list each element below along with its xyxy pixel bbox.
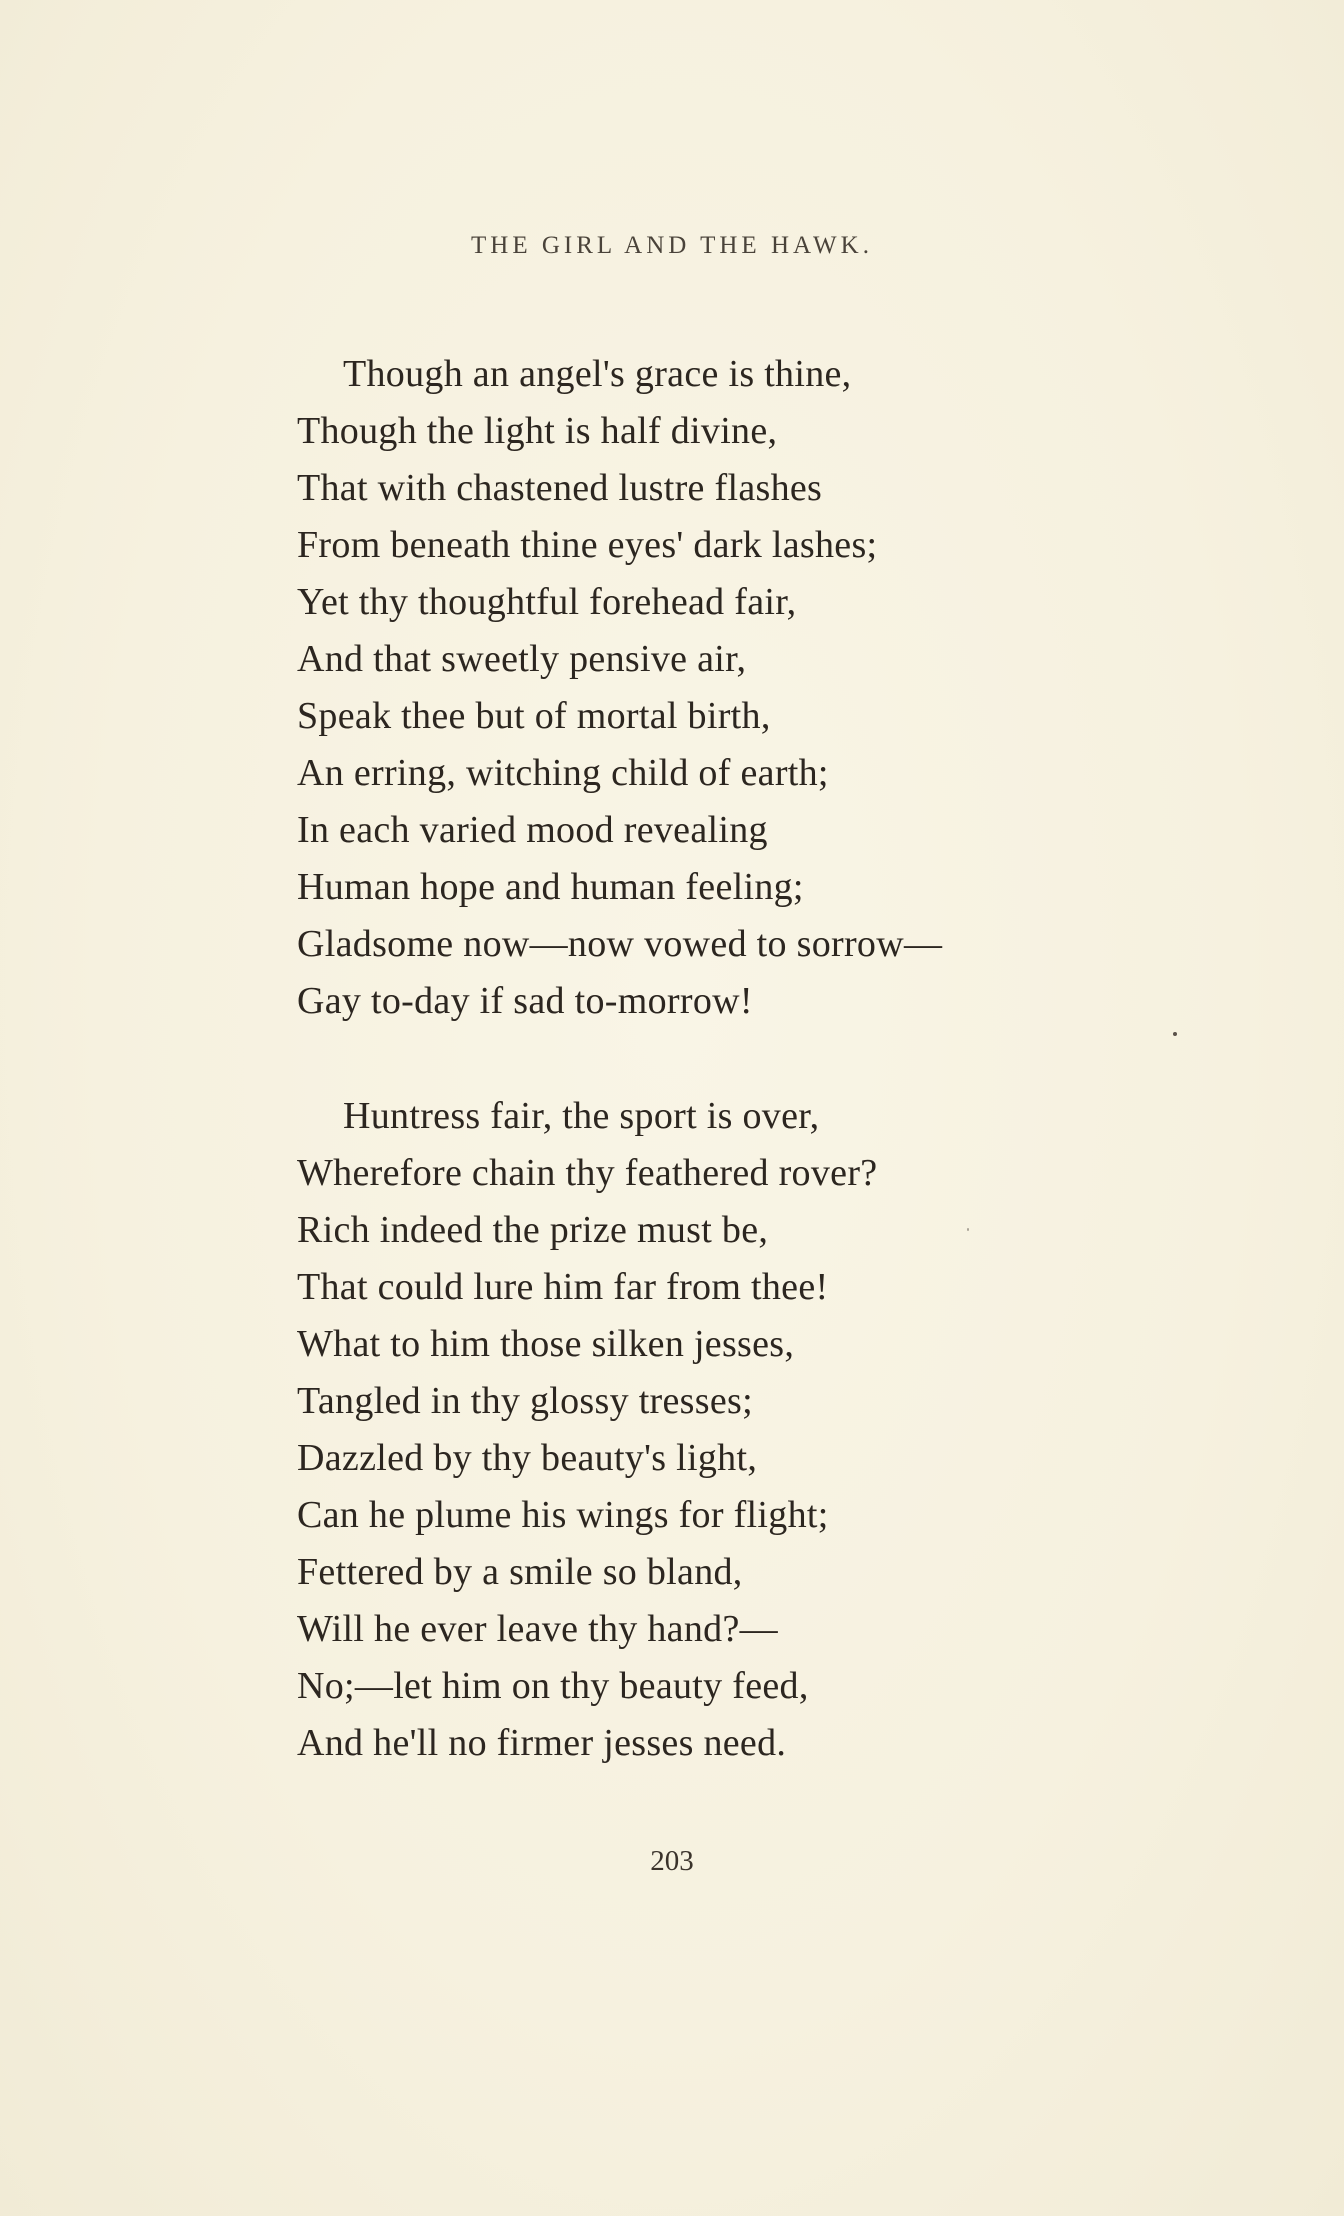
poem-line: That with chastened lustre flashes	[297, 467, 823, 509]
poem-line: Tangled in thy glossy tresses;	[297, 1380, 753, 1422]
poem-line: And that sweetly pensive air,	[297, 638, 747, 680]
poem-line: Speak thee but of mortal birth,	[297, 695, 771, 737]
paper-speck	[1173, 1032, 1177, 1036]
poem-line: Though the light is half divine,	[297, 410, 778, 452]
running-head: THE GIRL AND THE HAWK.	[471, 232, 873, 259]
poem-line: Dazzled by thy beauty's light,	[297, 1437, 758, 1479]
paper-speck	[967, 1228, 969, 1231]
poem-line: Will he ever leave thy hand?—	[297, 1608, 778, 1650]
poem-line: An erring, witching child of earth;	[297, 752, 829, 794]
poem-line: Though an angel's grace is thine,	[343, 353, 852, 395]
poem-line: Rich indeed the prize must be,	[297, 1209, 769, 1251]
stanza-1	[297, 346, 1197, 1030]
poem-line: Gladsome now—now vowed to sorrow—	[297, 923, 943, 965]
poem-line: And he'll no firmer jesses need.	[297, 1722, 787, 1764]
poem-line: In each varied mood revealing	[297, 809, 768, 851]
page-number: 203	[650, 1845, 694, 1877]
poem-line: Human hope and human feeling;	[297, 866, 804, 908]
poem-line: What to him those silken jesses,	[297, 1323, 795, 1365]
poem-line: From beneath thine eyes' dark lashes;	[297, 524, 878, 566]
stanza-2	[297, 1088, 1197, 1772]
poem-line: Fettered by a smile so bland,	[297, 1551, 743, 1593]
poem-line: Wherefore chain thy feathered rover?	[297, 1152, 878, 1194]
poem-line: That could lure him far from thee!	[297, 1266, 829, 1308]
poem-line: Huntress fair, the sport is over,	[343, 1095, 820, 1137]
poem-line: Can he plume his wings for flight;	[297, 1494, 829, 1536]
poem-line: Yet thy thoughtful forehead fair,	[297, 581, 797, 623]
poem-line: No;—let him on thy beauty feed,	[297, 1665, 809, 1707]
poem-line: Gay to-day if sad to-morrow!	[297, 980, 753, 1022]
